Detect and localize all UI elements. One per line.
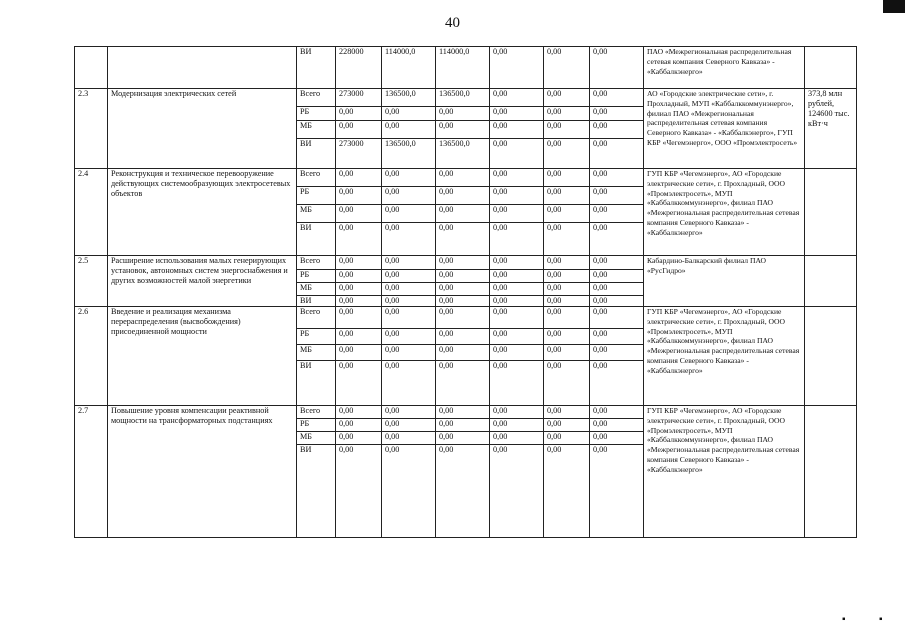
value-cell: 0,00 [436, 307, 490, 329]
value-cell: 0,00 [544, 307, 590, 329]
executors-cell: ГУП КБР «Чегемэнерго», АО «Городские электрические сети», г. Прохладный, ООО «Промэлектросеть», МУП «Каббалккоммунэнерго», филиал ПАО «Межрегиональная распределительная сетевая компания Северного Кавказа» - «Каббалкэнерго» [644, 406, 805, 538]
executors-cell: ГУП КБР «Чегемэнерго», АО «Городские электрические сети», г. Прохладный, ООО «Промэлектросеть», МУП «Каббалккоммунэнерго», филиал ПАО «Межрегиональная распределительная сетевая компания Северного Кавказа» - «Каббалкэнерго» [644, 307, 805, 406]
result-cell [805, 47, 857, 89]
value-cell: 0,00 [336, 169, 382, 187]
source-cell: МБ [297, 121, 336, 139]
table-row [75, 256, 857, 270]
source-cell: РБ [297, 329, 336, 345]
result-cell: 373,8 млн рублей, 124600 тыс. кВт·ч [805, 89, 857, 169]
value-cell: 0,00 [590, 47, 644, 89]
executors-cell: ГУП КБР «Чегемэнерго», АО «Городские электрические сети», г. Прохладный, ООО «Промэлектросеть», МУП «Каббалккоммунэнерго», филиал ПАО «Межрегиональная распределительная сетевая компания Северного Кавказа» - «Каббалкэнерго» [644, 169, 805, 256]
number-cell: 2.3 [75, 89, 108, 169]
result-cell [805, 169, 857, 256]
source-cell: МБ [297, 283, 336, 296]
value-cell: 0,00 [544, 361, 590, 406]
value-cell: 0,00 [336, 307, 382, 329]
value-cell: 0,00 [382, 169, 436, 187]
value-cell: 0,00 [382, 307, 436, 329]
value-cell: 0,00 [336, 361, 382, 406]
value-cell: 0,00 [490, 107, 544, 121]
source-cell: ВИ [297, 47, 336, 89]
value-cell: 0,00 [382, 406, 436, 419]
value-cell: 0,00 [436, 107, 490, 121]
table-row [75, 169, 857, 187]
number-cell [75, 47, 108, 89]
table-row [75, 89, 857, 107]
value-cell: 0,00 [544, 419, 590, 432]
value-cell: 0,00 [490, 345, 544, 361]
activity-name-cell: Реконструкция и техническое перевооружение действующих системообразующих электросетевых объектов [108, 169, 297, 256]
value-cell: 0,00 [336, 283, 382, 296]
value-cell: 0,00 [436, 406, 490, 419]
executors-cell: ПАО «Межрегиональная распределительная сетевая компания Северного Кавказа» - «Каббалкэнерго» [644, 47, 805, 89]
value-cell: 0,00 [490, 406, 544, 419]
value-cell: 0,00 [382, 270, 436, 283]
value-cell: 0,00 [490, 270, 544, 283]
value-cell: 0,00 [544, 121, 590, 139]
value-cell: 136500,0 [382, 89, 436, 107]
value-cell: 0,00 [382, 419, 436, 432]
value-cell: 0,00 [590, 256, 644, 270]
source-cell: ВИ [297, 445, 336, 538]
value-cell: 0,00 [382, 432, 436, 445]
value-cell: 0,00 [490, 223, 544, 256]
value-cell: 0,00 [436, 169, 490, 187]
value-cell: 0,00 [490, 419, 544, 432]
value-cell: 0,00 [382, 361, 436, 406]
scan-corner-mark [883, 0, 905, 13]
source-cell: Всего [297, 256, 336, 270]
number-cell: 2.6 [75, 307, 108, 406]
source-cell: Всего [297, 89, 336, 107]
value-cell: 0,00 [544, 223, 590, 256]
footer-mark: ▪ [842, 614, 846, 625]
value-cell: 0,00 [382, 121, 436, 139]
activity-name-cell: Модернизация электрических сетей [108, 89, 297, 169]
source-cell: ВИ [297, 223, 336, 256]
value-cell: 0,00 [436, 329, 490, 345]
value-cell: 0,00 [490, 187, 544, 205]
value-cell: 0,00 [436, 283, 490, 296]
value-cell: 0,00 [336, 345, 382, 361]
value-cell: 0,00 [490, 445, 544, 538]
activity-name-cell: Повышение уровня компенсации реактивной мощности на трансформаторных подстанциях [108, 406, 297, 538]
value-cell: 0,00 [590, 270, 644, 283]
value-cell: 0,00 [382, 296, 436, 307]
value-cell: 273000 [336, 139, 382, 169]
value-cell: 0,00 [544, 89, 590, 107]
value-cell: 0,00 [336, 329, 382, 345]
value-cell: 0,00 [490, 205, 544, 223]
value-cell: 0,00 [436, 345, 490, 361]
source-cell: ВИ [297, 296, 336, 307]
page-number: 40 [445, 15, 460, 31]
value-cell: 0,00 [490, 169, 544, 187]
value-cell: 0,00 [590, 329, 644, 345]
value-cell: 0,00 [590, 345, 644, 361]
source-cell: Всего [297, 406, 336, 419]
value-cell: 0,00 [336, 205, 382, 223]
source-cell: РБ [297, 107, 336, 121]
value-cell: 0,00 [436, 419, 490, 432]
number-cell: 2.5 [75, 256, 108, 307]
value-cell: 0,00 [590, 406, 644, 419]
source-cell: МБ [297, 432, 336, 445]
value-cell: 0,00 [336, 256, 382, 270]
value-cell: 0,00 [590, 121, 644, 139]
value-cell: 0,00 [544, 107, 590, 121]
value-cell: 0,00 [544, 270, 590, 283]
value-cell: 0,00 [590, 139, 644, 169]
value-cell: 273000 [336, 89, 382, 107]
value-cell: 0,00 [336, 296, 382, 307]
value-cell: 0,00 [382, 283, 436, 296]
value-cell: 0,00 [436, 270, 490, 283]
source-cell: Всего [297, 169, 336, 187]
value-cell: 0,00 [436, 187, 490, 205]
value-cell: 0,00 [590, 361, 644, 406]
value-cell: 0,00 [490, 329, 544, 345]
source-cell: РБ [297, 270, 336, 283]
value-cell: 0,00 [436, 121, 490, 139]
value-cell: 0,00 [382, 445, 436, 538]
value-cell: 0,00 [382, 256, 436, 270]
value-cell: 0,00 [544, 296, 590, 307]
source-cell: РБ [297, 187, 336, 205]
number-cell: 2.7 [75, 406, 108, 538]
value-cell: 0,00 [436, 223, 490, 256]
number-cell: 2.4 [75, 169, 108, 256]
value-cell: 114000,0 [436, 47, 490, 89]
value-cell: 136500,0 [436, 89, 490, 107]
value-cell: 0,00 [590, 283, 644, 296]
source-cell: ВИ [297, 361, 336, 406]
value-cell: 0,00 [490, 296, 544, 307]
activity-name-cell: Введение и реализация механизма перераспределения (высвобождения) присоединенной мощности [108, 307, 297, 406]
value-cell: 0,00 [590, 107, 644, 121]
value-cell: 0,00 [336, 445, 382, 538]
source-cell: РБ [297, 419, 336, 432]
activity-name-cell [108, 47, 297, 89]
value-cell: 0,00 [490, 361, 544, 406]
value-cell: 0,00 [544, 283, 590, 296]
value-cell: 0,00 [490, 432, 544, 445]
value-cell: 0,00 [544, 139, 590, 169]
value-cell: 0,00 [490, 121, 544, 139]
value-cell: 0,00 [544, 345, 590, 361]
value-cell: 0,00 [590, 89, 644, 107]
value-cell: 0,00 [336, 187, 382, 205]
value-cell: 0,00 [544, 329, 590, 345]
value-cell: 0,00 [336, 419, 382, 432]
value-cell: 0,00 [544, 432, 590, 445]
value-cell: 0,00 [590, 307, 644, 329]
value-cell: 0,00 [436, 445, 490, 538]
value-cell: 0,00 [590, 205, 644, 223]
value-cell: 0,00 [590, 432, 644, 445]
value-cell: 0,00 [336, 121, 382, 139]
source-cell: ВИ [297, 139, 336, 169]
value-cell: 0,00 [544, 256, 590, 270]
footer-mark: ▪ [879, 614, 883, 625]
value-cell: 0,00 [382, 187, 436, 205]
value-cell: 0,00 [382, 329, 436, 345]
value-cell: 0,00 [544, 47, 590, 89]
value-cell: 0,00 [590, 169, 644, 187]
value-cell: 0,00 [436, 296, 490, 307]
value-cell: 0,00 [336, 223, 382, 256]
value-cell: 228000 [336, 47, 382, 89]
value-cell: 0,00 [544, 445, 590, 538]
table-row [75, 47, 857, 89]
result-cell [805, 307, 857, 406]
value-cell: 114000,0 [382, 47, 436, 89]
program-activities-table [74, 46, 857, 538]
result-cell [805, 406, 857, 538]
value-cell: 136500,0 [436, 139, 490, 169]
value-cell: 0,00 [590, 419, 644, 432]
value-cell: 0,00 [490, 139, 544, 169]
value-cell: 0,00 [436, 205, 490, 223]
value-cell: 0,00 [490, 307, 544, 329]
value-cell: 0,00 [490, 283, 544, 296]
executors-cell: Кабардино-Балкарский филиал ПАО «РусГидро» [644, 256, 805, 307]
source-cell: МБ [297, 345, 336, 361]
value-cell: 0,00 [590, 187, 644, 205]
value-cell: 0,00 [336, 432, 382, 445]
value-cell: 0,00 [382, 205, 436, 223]
value-cell: 0,00 [336, 270, 382, 283]
source-cell: МБ [297, 205, 336, 223]
value-cell: 0,00 [382, 345, 436, 361]
source-cell: Всего [297, 307, 336, 329]
table-row [75, 307, 857, 329]
value-cell: 0,00 [382, 223, 436, 256]
value-cell: 0,00 [544, 169, 590, 187]
executors-cell: АО «Городские электрические сети», г. Прохладный, МУП «Каббалккоммунэнерго», филиал ПАО «Межрегиональная распределительная сетевая компания Северного Кавказа» - «Каббалкэнерго», ГУП КБР «Чегемэнерго», ООО «Промэлектросеть» [644, 89, 805, 169]
result-cell [805, 256, 857, 307]
activity-name-cell: Расширение использования малых генерирующих установок, автономных систем энергоснабжения и других возможностей малой энергетики [108, 256, 297, 307]
value-cell: 136500,0 [382, 139, 436, 169]
value-cell: 0,00 [490, 89, 544, 107]
value-cell: 0,00 [544, 406, 590, 419]
value-cell: 0,00 [544, 205, 590, 223]
value-cell: 0,00 [590, 223, 644, 256]
value-cell: 0,00 [382, 107, 436, 121]
value-cell: 0,00 [436, 256, 490, 270]
table-row [75, 406, 857, 419]
value-cell: 0,00 [490, 47, 544, 89]
value-cell: 0,00 [336, 406, 382, 419]
value-cell: 0,00 [436, 432, 490, 445]
value-cell: 0,00 [336, 107, 382, 121]
value-cell: 0,00 [490, 256, 544, 270]
value-cell: 0,00 [544, 187, 590, 205]
value-cell: 0,00 [590, 445, 644, 538]
value-cell: 0,00 [590, 296, 644, 307]
value-cell: 0,00 [436, 361, 490, 406]
